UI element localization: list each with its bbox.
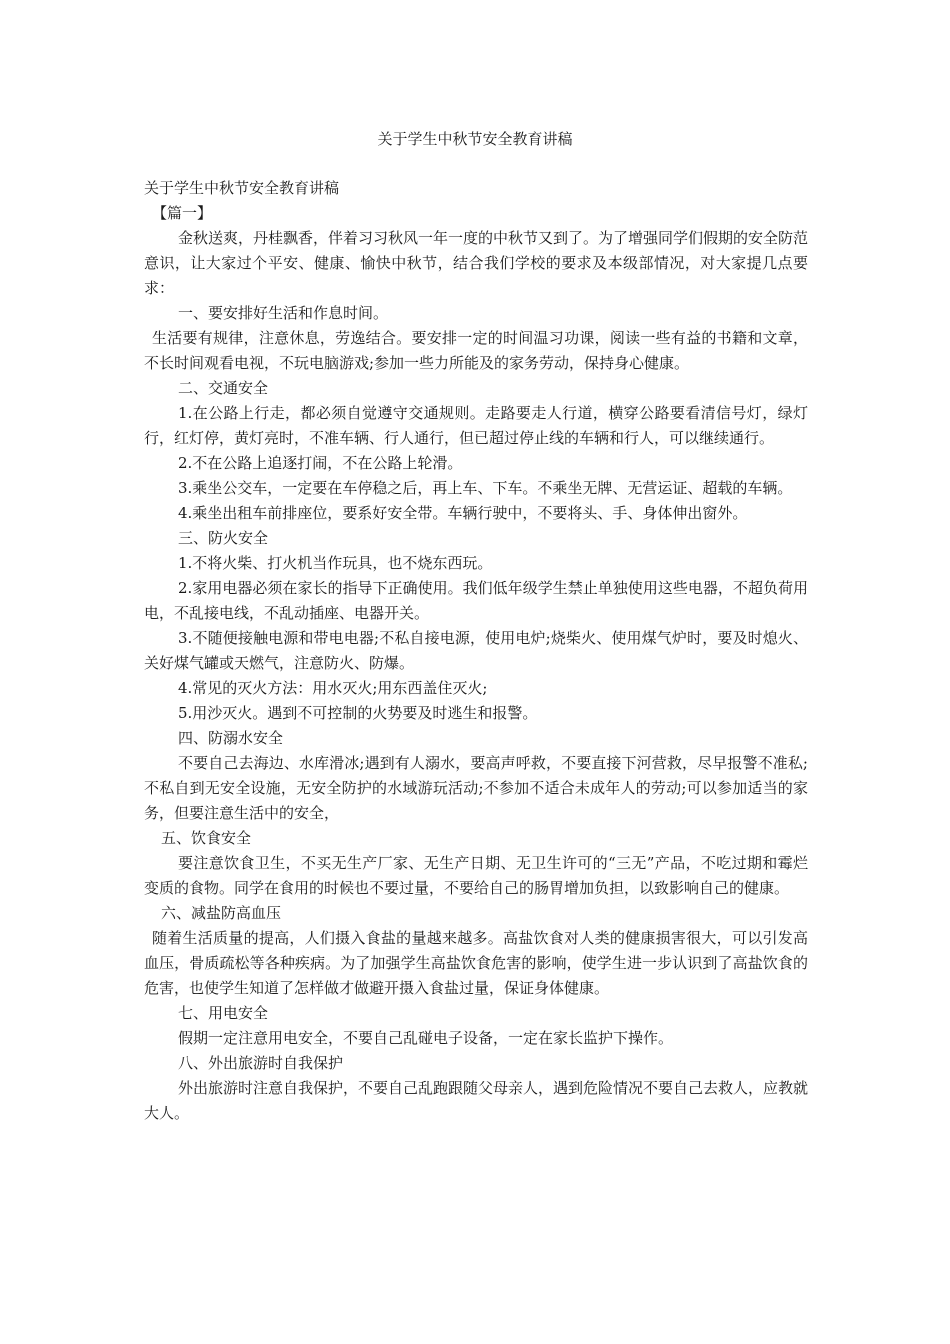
paragraph: 随着生活质量的提高，人们摄入食盐的量越来越多。高盐饮食对人类的健康损害很大，可以引发高血压，骨质疏松等各种疾病。为了加强学生高盐饮食危害的影响，使学生进一步认识到了高盐饮食的危害，也使学生知道了怎样做才做避开摄入食盐过量，保证身体健康。 xyxy=(144,929,808,997)
document-title: 关于学生中秋节安全教育讲稿 xyxy=(377,130,573,148)
paragraph: 2.家用电器必须在家长的指导下正确使用。我们低年级学生禁止单独使用这些电器，不超负荷用电，不乱接电线，不乱动插座、电器开关。 xyxy=(144,579,808,622)
paragraph: 二、交通安全 xyxy=(178,379,269,397)
paragraph: 八、外出旅游时自我保护 xyxy=(178,1054,344,1072)
paragraph: 七、用电安全 xyxy=(178,1004,269,1022)
paragraph: 五、饮食安全 xyxy=(161,829,252,847)
paragraph: 假期一定注意用电安全，不要自己乱碰电子设备，一定在家长监护下操作。 xyxy=(178,1029,674,1047)
paragraph: 4.乘坐出租车前排座位，要系好安全带。车辆行驶中，不要将头、手、身体伸出窗外。 xyxy=(178,504,748,522)
paragraph: 4.常见的灭火方法：用水灭火;用东西盖住灭火; xyxy=(178,679,488,697)
document-body xyxy=(144,176,808,1126)
paragraph: 三、防火安全 xyxy=(178,529,269,547)
paragraph: 1.在公路上行走，都必须自觉遵守交通规则。走路要走人行道，横穿公路要看清信号灯，绿灯行，红灯停，黄灯亮时，不准车辆、行人通行，但已超过停止线的车辆和行人，可以继续通行。 xyxy=(144,404,808,447)
paragraph: 2.不在公路上追逐打闹，不在公路上轮滑。 xyxy=(178,454,463,472)
paragraph: 1.不将火柴、打火机当作玩具，也不烧东西玩。 xyxy=(178,554,493,572)
paragraph: 关于学生中秋节安全教育讲稿 xyxy=(144,179,340,197)
paragraph: 金秋送爽，丹桂飘香，伴着习习秋风一年一度的中秋节又到了。为了增强同学们假期的安全防范意识，让大家过个平安、健康、愉快中秋节，结合我们学校的要求及本级部情况，对大家提几点要求： xyxy=(144,229,809,297)
paragraph: 四、防溺水安全 xyxy=(178,729,284,747)
paragraph: 5.用沙灭火。遇到不可控制的火势要及时逃生和报警。 xyxy=(178,704,538,722)
paragraph: 不要自己去海边、水库滑冰;遇到有人溺水，要高声呼救，不要直接下河营救，尽早报警不准私;不私自到无安全设施，无安全防护的水域游玩活动;不参加不适合未成年人的劳动;可以参加适当的家务，但要注意生活中的安全， xyxy=(144,754,808,822)
paragraph: 六、减盐防高血压 xyxy=(161,904,282,922)
paragraph: 生活要有规律，注意休息，劳逸结合。要安排一定的时间温习功课，阅读一些有益的书籍和文章，不长时间观看电视，不玩电脑游戏;参加一些力所能及的家务劳动，保持身心健康。 xyxy=(144,329,808,372)
paragraph: 3.不随便接触电源和带电电器;不私自接电源，使用电炉;烧柴火、使用煤气炉时，要及时熄火、关好煤气罐或天燃气，注意防火、防爆。 xyxy=(144,629,808,672)
paragraph: 【篇一】 xyxy=(152,204,213,222)
paragraph: 外出旅游时注意自我保护，不要自己乱跑跟随父母亲人，遇到危险情况不要自己去救人，应教就大人。 xyxy=(144,1079,809,1122)
paragraph: 要注意饮食卫生，不买无生产厂家、无生产日期、无卫生许可的“三无”产品，不吃过期和霉烂变质的食物。同学在食用的时候也不要过量，不要给自己的肠胃增加负担，以致影响自己的健康。 xyxy=(144,854,808,897)
paragraph: 3.乘坐公交车，一定要在车停稳之后，再上车、下车。不乘坐无牌、无营运证、超载的车辆。 xyxy=(178,479,793,497)
paragraph: 一、要安排好生活和作息时间。 xyxy=(178,304,389,322)
